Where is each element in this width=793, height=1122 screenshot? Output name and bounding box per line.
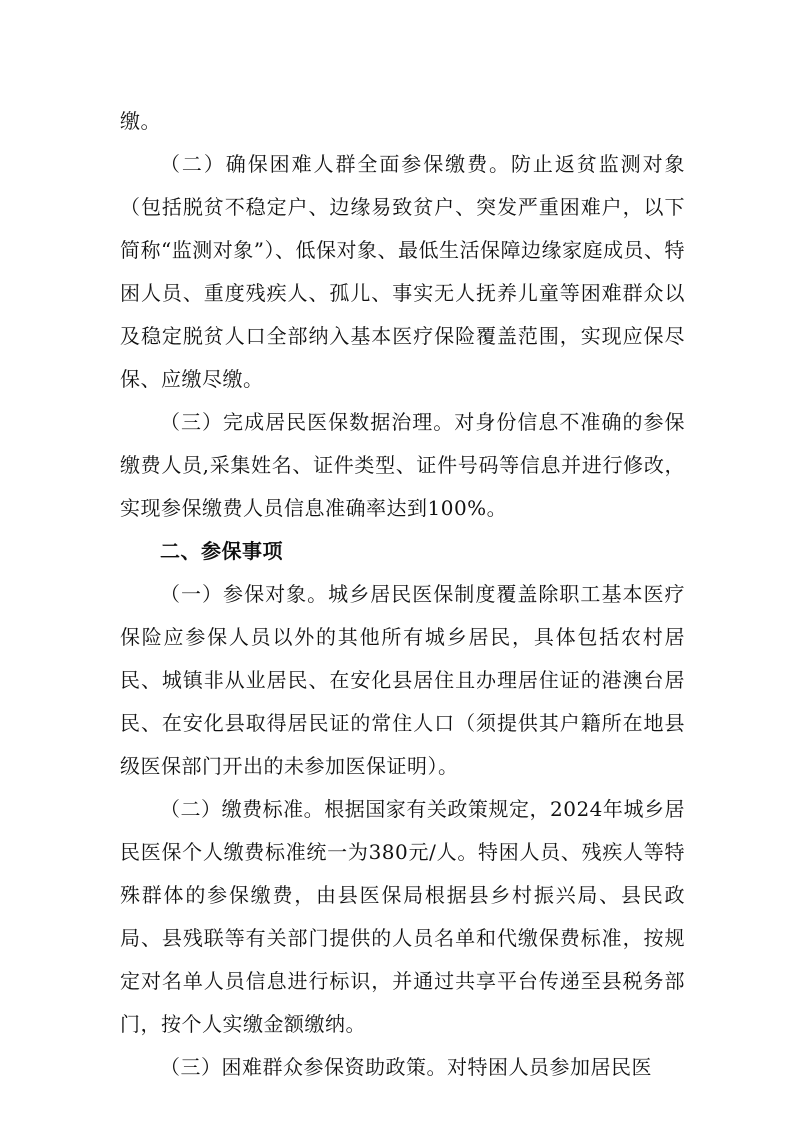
paragraph-lead: （二）确保困难人群全面参保缴费。 xyxy=(160,152,511,176)
paragraph-subsidy-policy xyxy=(120,1046,685,1089)
paragraph-text: 根据国家有关政策规定，2024年城乡居民医保个人缴费标准统一为380元/人。特困人员、残疾人等特殊群体的参保缴费，由县医保局根据县乡村振兴局、县民政局、县残联等有关部门提供的人员名单和代缴保费标准，按规定对名单人员信息进行标识，并通过共享平台传递至县税务部门，按个人实缴金额缴纳。 xyxy=(120,797,686,1036)
paragraph-lead: （三）完成居民医保数据治理。 xyxy=(160,410,455,434)
paragraph-lead: （一）参保对象。 xyxy=(160,582,329,606)
paragraph-text: 对身份信息不准确的参保缴费人员,采集姓名、证件类型、证件号码等信息并进行修改，实现参保缴费人员信息准确率达到100%。 xyxy=(120,410,686,520)
paragraph-continued xyxy=(120,100,685,143)
paragraph-text: 缴。 xyxy=(120,109,161,133)
paragraph-lead: （三）困难群众参保资助政策。 xyxy=(160,1055,447,1079)
paragraph-insured-persons xyxy=(120,573,685,788)
paragraph-data-governance xyxy=(120,401,685,530)
paragraph-text: 城乡居民医保制度覆盖除职工基本医疗保险应参保人员以外的其他所有城乡居民，具体包括农村居民、城镇非从业居民、在安化县居住且办理居住证的港澳台居民、在安化县取得居民证的常住人口（须提供其户籍所在地县级医保部门开出的未参加医保证明）。 xyxy=(120,582,686,778)
section-heading: 二、参保事项 xyxy=(160,539,283,563)
paragraph-text: 防止返贫监测对象（包括脱贫不稳定户、边缘易致贫户、突发严重困难户，以下简称“监测对象”）、低保对象、最低生活保障边缘家庭成员、特困人员、重度残疾人、孤儿、事实无人抚养儿童等困难群众以及稳定脱贫人口全部纳入基本医疗保险覆盖范围，实现应保尽保、应缴尽缴。 xyxy=(120,152,686,391)
paragraph-payment-standard xyxy=(120,788,685,1046)
paragraph-lead: （二）缴费标准。 xyxy=(160,797,325,821)
paragraph-difficult-groups xyxy=(120,143,685,401)
paragraph-text: 对特困人员参加居民医 xyxy=(447,1055,652,1079)
document-page xyxy=(120,100,685,1089)
